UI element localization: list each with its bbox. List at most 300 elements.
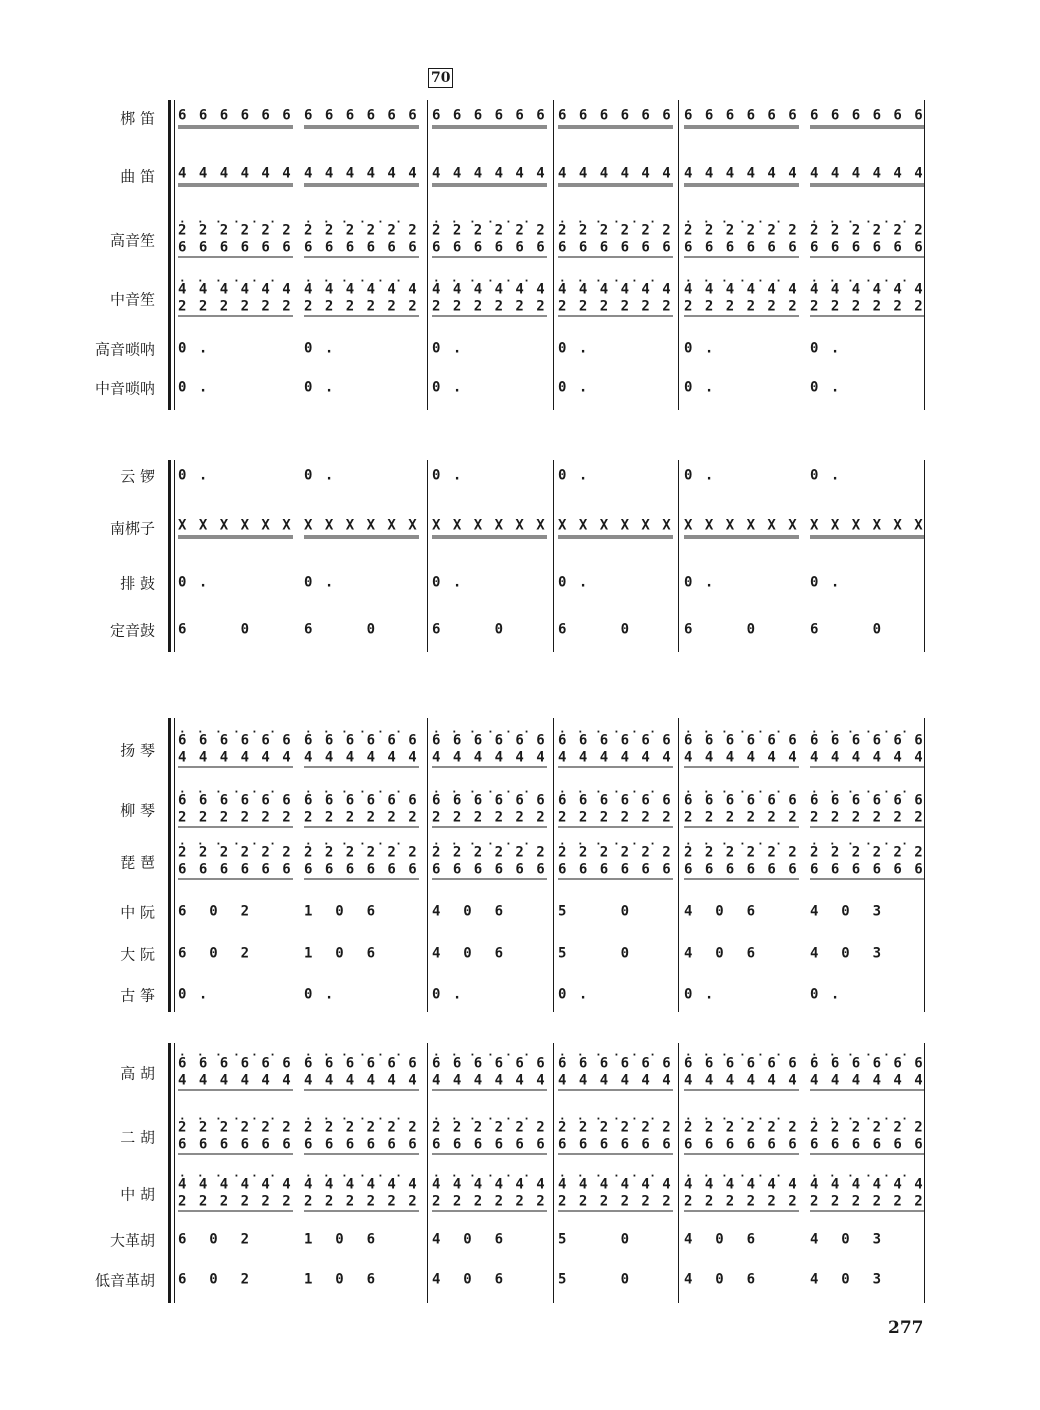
notation-line: · · · 6 6 6 6 6 6 [178, 733, 293, 750]
instrument-label: 高 胡 [120, 1064, 155, 1083]
measure-notation [684, 793, 799, 828]
notation-line: · · · 4 4 4 4 4 4 [684, 282, 799, 299]
notation-line: · · · 6 6 6 6 6 6 [810, 793, 925, 810]
notation-line: · · · 4 4 4 4 4 4 [810, 282, 925, 299]
notation-line: 4 4 4 4 4 4 [558, 749, 673, 766]
notation-line: 0 . [432, 986, 464, 1003]
barline [427, 1043, 428, 1303]
notation-line: 6 0 2 [178, 945, 252, 962]
notation-line: 2 2 2 2 2 2 [432, 298, 547, 315]
rehearsal-mark: 70 [428, 68, 453, 88]
system-bracket [168, 460, 171, 652]
notation-line: 5 0 [558, 903, 632, 920]
notation-line: · · · 2 2 2 2 2 2 [178, 845, 293, 862]
measure-notation [178, 622, 251, 639]
barline [553, 1043, 554, 1303]
notation-line: · · · 2 2 2 2 2 2 [810, 1120, 925, 1137]
notation-line: 4 0 6 [684, 945, 758, 962]
notation-line: 0 . [178, 467, 210, 484]
measure-notation [810, 166, 925, 187]
notation-line: · · · 2 2 2 2 2 2 [810, 223, 925, 240]
measure-notation [178, 282, 293, 317]
measure-notation [304, 282, 419, 317]
notation-line: 0 . [558, 379, 590, 396]
measure-notation [558, 904, 631, 921]
measure-notation [684, 946, 757, 963]
notation-line: 4 4 4 4 4 4 [810, 749, 925, 766]
instrument-label: 琵 琶 [120, 853, 155, 872]
measure-notation [810, 108, 925, 129]
notation-line: 2 2 2 2 2 2 [178, 1193, 293, 1210]
instrument-label: 排 鼓 [120, 574, 155, 593]
notation-line: 2 2 2 2 2 2 [304, 298, 419, 315]
instrument-label: 云 锣 [120, 467, 155, 486]
notation-line: · · · 6 6 6 6 6 6 [810, 1056, 925, 1073]
measure-notation [432, 518, 547, 539]
notation-line: · · · 2 2 2 2 2 2 [432, 845, 547, 862]
measure-notation [432, 223, 547, 258]
measure-notation [810, 282, 925, 317]
notation-line: 4 0 6 [684, 903, 758, 920]
measure-notation [684, 166, 799, 187]
notation-line: 1 0 6 [304, 945, 378, 962]
notation-line: · · · 6 6 6 6 6 6 [684, 1056, 799, 1073]
notation-line: 0 . [810, 379, 842, 396]
measure-notation [178, 341, 209, 358]
measure-notation [304, 341, 335, 358]
notation-line: · · · 2 2 2 2 2 2 [558, 845, 673, 862]
notation-line: · · · 6 6 6 6 6 6 [558, 1056, 673, 1073]
measure-notation [810, 904, 883, 921]
measure-notation [432, 468, 463, 485]
barline [427, 100, 428, 410]
measure-notation [558, 380, 589, 397]
notation-line: 6 6 6 6 6 6 [558, 107, 673, 124]
notation-line: 4 4 4 4 4 4 [558, 165, 673, 182]
instrument-label: 柳 琴 [120, 801, 155, 820]
barline [427, 718, 428, 1012]
notation-line: 4 4 4 4 4 4 [178, 165, 293, 182]
measure-notation [304, 1177, 419, 1212]
notation-line: 6 0 2 [178, 1271, 252, 1288]
barline [678, 100, 679, 410]
instrument-label: 高音唢呐 [94, 340, 155, 359]
notation-line: 2 2 2 2 2 2 [810, 1193, 925, 1210]
notation-line: · · · 2 2 2 2 2 2 [304, 223, 419, 240]
measure-notation [810, 380, 841, 397]
barline [678, 1043, 679, 1303]
instrument-label: 中 阮 [120, 903, 155, 922]
notation-line: 4 4 4 4 4 4 [304, 1072, 419, 1089]
notation-line: 6 6 6 6 6 6 [558, 239, 673, 256]
notation-line: 6 6 6 6 6 6 [432, 861, 547, 878]
notation-line: 0 . [810, 574, 842, 591]
measure-notation [304, 575, 335, 592]
notation-line: 0 . [432, 379, 464, 396]
notation-line: 5 0 [558, 945, 632, 962]
measure-notation [558, 793, 673, 828]
notation-line: 0 . [304, 467, 336, 484]
measure-notation [684, 575, 715, 592]
notation-line: 2 2 2 2 2 2 [304, 1193, 419, 1210]
measure-notation [304, 380, 335, 397]
measure-notation [432, 987, 463, 1004]
measure-notation [810, 946, 883, 963]
instrument-label: 中 胡 [120, 1185, 155, 1204]
measure-notation [178, 1056, 293, 1091]
notation-line: 0 . [558, 340, 590, 357]
measure-notation [432, 793, 547, 828]
notation-line: 4 4 4 4 4 4 [432, 165, 547, 182]
measure-notation [432, 166, 547, 187]
notation-line: 4 0 6 [432, 1271, 506, 1288]
notation-line: 0 . [810, 467, 842, 484]
notation-line: 0 . [684, 986, 716, 1003]
measure-notation [558, 341, 589, 358]
measure-notation [304, 946, 377, 963]
notation-line: 6 6 6 6 6 6 [684, 1136, 799, 1153]
measure-notation [432, 622, 505, 639]
notation-line: 2 2 2 2 2 2 [810, 298, 925, 315]
measure-notation [432, 1120, 547, 1155]
notation-line: 4 4 4 4 4 4 [432, 1072, 547, 1089]
instrument-label: 曲 笛 [120, 167, 155, 186]
measure-notation [684, 1232, 757, 1249]
measure-notation [558, 575, 589, 592]
measure-notation [810, 733, 925, 768]
barline [924, 460, 925, 652]
notation-line: 1 0 6 [304, 1231, 378, 1248]
notation-line: 0 . [432, 340, 464, 357]
notation-line: · · · 2 2 2 2 2 2 [684, 845, 799, 862]
measure-notation [810, 223, 925, 258]
notation-line: · · · 4 4 4 4 4 4 [558, 282, 673, 299]
instrument-label: 中音唢呐 [94, 379, 155, 398]
notation-line: 4 0 6 [684, 1231, 758, 1248]
measure-notation [558, 1120, 673, 1155]
notation-line: 2 2 2 2 2 2 [684, 1193, 799, 1210]
system-bracket-inner [174, 100, 175, 410]
measure-notation [684, 1272, 757, 1289]
measure-notation [684, 282, 799, 317]
notation-line: 4 4 4 4 4 4 [684, 165, 799, 182]
measure-notation [304, 518, 419, 539]
notation-line: 6 6 6 6 6 6 [432, 239, 547, 256]
notation-line: · · · 6 6 6 6 6 6 [304, 1056, 419, 1073]
notation-line: · · · 6 6 6 6 6 6 [304, 733, 419, 750]
measure-notation [178, 946, 251, 963]
notation-line: 6 6 6 6 6 6 [684, 239, 799, 256]
notation-line: · · · 6 6 6 6 6 6 [684, 793, 799, 810]
measure-notation [810, 1272, 883, 1289]
system-bracket [168, 100, 171, 410]
notation-line: · · · 6 6 6 6 6 6 [178, 1056, 293, 1073]
notation-line: 6 0 2 [178, 903, 252, 920]
notation-line: 0 . [684, 379, 716, 396]
notation-line: X X X X X X [810, 517, 925, 534]
notation-line: 6 0 [684, 621, 758, 638]
notation-line: 6 6 6 6 6 6 [558, 1136, 673, 1153]
measure-notation [810, 845, 925, 880]
measure-notation [178, 1272, 251, 1289]
barline [678, 460, 679, 652]
measure-notation [558, 845, 673, 880]
notation-line: 6 0 [432, 621, 506, 638]
measure-notation [558, 622, 631, 639]
system-bracket [168, 718, 171, 1012]
notation-line: 2 2 2 2 2 2 [558, 1193, 673, 1210]
notation-line: 2 2 2 2 2 2 [304, 809, 419, 826]
notation-line: 2 2 2 2 2 2 [810, 809, 925, 826]
measure-notation [558, 108, 673, 129]
notation-line: 4 4 4 4 4 4 [684, 1072, 799, 1089]
notation-line: · · · 6 6 6 6 6 6 [810, 733, 925, 750]
notation-line: 0 . [810, 340, 842, 357]
measure-notation [558, 223, 673, 258]
measure-notation [432, 733, 547, 768]
notation-line: · · · 2 2 2 2 2 2 [810, 845, 925, 862]
notation-line: · · · 2 2 2 2 2 2 [432, 1120, 547, 1137]
notation-line: · · · 2 2 2 2 2 2 [178, 223, 293, 240]
measure-notation [304, 904, 377, 921]
notation-line: 6 6 6 6 6 6 [178, 239, 293, 256]
measure-notation [432, 108, 547, 129]
notation-line: · · · 4 4 4 4 4 4 [178, 282, 293, 299]
notation-line: 4 4 4 4 4 4 [810, 165, 925, 182]
notation-line: · · · 2 2 2 2 2 2 [558, 223, 673, 240]
measure-notation [304, 845, 419, 880]
measure-notation [684, 987, 715, 1004]
measure-notation [304, 1232, 377, 1249]
notation-line: 6 6 6 6 6 6 [304, 861, 419, 878]
measure-notation [558, 987, 589, 1004]
notation-line: 4 0 6 [432, 1231, 506, 1248]
measure-notation [558, 1056, 673, 1091]
instrument-label: 定音鼓 [109, 621, 155, 640]
notation-line: 5 0 [558, 1231, 632, 1248]
barline [553, 460, 554, 652]
notation-line: 0 . [558, 986, 590, 1003]
notation-line: 0 . [178, 574, 210, 591]
measure-notation [684, 468, 715, 485]
measure-notation [684, 904, 757, 921]
notation-line: 4 4 4 4 4 4 [558, 1072, 673, 1089]
barline [427, 460, 428, 652]
instrument-label: 大革胡 [109, 1231, 155, 1250]
measure-notation [178, 987, 209, 1004]
barline [553, 718, 554, 1012]
notation-line: 2 2 2 2 2 2 [684, 298, 799, 315]
measure-notation [432, 575, 463, 592]
notation-line: X X X X X X [432, 517, 547, 534]
measure-notation [178, 468, 209, 485]
notation-line: · · · 4 4 4 4 4 4 [432, 282, 547, 299]
measure-notation [304, 987, 335, 1004]
notation-line: 1 0 6 [304, 1271, 378, 1288]
measure-notation [558, 946, 631, 963]
measure-notation [178, 575, 209, 592]
measure-notation [432, 1272, 505, 1289]
notation-line: 6 6 6 6 6 6 [432, 107, 547, 124]
measure-notation [810, 468, 841, 485]
measure-notation [684, 1177, 799, 1212]
notation-line: 4 0 3 [810, 903, 884, 920]
measure-notation [810, 1232, 883, 1249]
measure-notation [178, 1177, 293, 1212]
notation-line: 0 . [558, 574, 590, 591]
measure-notation [304, 1120, 419, 1155]
instrument-label: 扬 琴 [120, 741, 155, 760]
notation-line: 0 . [304, 340, 336, 357]
notation-line: 4 4 4 4 4 4 [432, 749, 547, 766]
measure-notation [810, 575, 841, 592]
measure-notation [810, 1120, 925, 1155]
notation-line: 6 0 [304, 621, 378, 638]
measure-notation [178, 108, 293, 129]
barline [678, 718, 679, 1012]
measure-notation [684, 1120, 799, 1155]
notation-line: 6 6 6 6 6 6 [810, 107, 925, 124]
notation-line: 6 6 6 6 6 6 [810, 861, 925, 878]
measure-notation [810, 987, 841, 1004]
measure-notation [558, 1177, 673, 1212]
notation-line: · · · 2 2 2 2 2 2 [304, 845, 419, 862]
measure-notation [432, 1177, 547, 1212]
notation-line: 6 6 6 6 6 6 [178, 1136, 293, 1153]
measure-notation [178, 1232, 251, 1249]
measure-notation [684, 733, 799, 768]
notation-line: · · · 2 2 2 2 2 2 [684, 223, 799, 240]
measure-notation [558, 733, 673, 768]
notation-line: 6 6 6 6 6 6 [684, 861, 799, 878]
notation-line: 6 6 6 6 6 6 [432, 1136, 547, 1153]
notation-line: 0 . [178, 986, 210, 1003]
measure-notation [432, 341, 463, 358]
measure-notation [178, 845, 293, 880]
notation-line: 0 . [432, 574, 464, 591]
notation-line: X X X X X X [558, 517, 673, 534]
notation-line: · · · 6 6 6 6 6 6 [558, 733, 673, 750]
notation-line: 6 0 [558, 621, 632, 638]
page-number: 277 [888, 1318, 924, 1338]
measure-notation [304, 108, 419, 129]
notation-line: 2 2 2 2 2 2 [558, 809, 673, 826]
measure-notation [432, 1056, 547, 1091]
notation-line: 2 2 2 2 2 2 [178, 298, 293, 315]
notation-line: 2 2 2 2 2 2 [432, 1193, 547, 1210]
measure-notation [304, 733, 419, 768]
measure-notation [558, 518, 673, 539]
notation-line: 0 . [178, 379, 210, 396]
notation-line: 6 6 6 6 6 6 [304, 1136, 419, 1153]
notation-line: 4 4 4 4 4 4 [810, 1072, 925, 1089]
notation-line: · · · 6 6 6 6 6 6 [684, 733, 799, 750]
measure-notation [558, 468, 589, 485]
measure-notation [304, 793, 419, 828]
notation-line: 2 2 2 2 2 2 [178, 809, 293, 826]
notation-line: 5 0 [558, 1271, 632, 1288]
notation-line: 6 0 2 [178, 1231, 252, 1248]
barline [553, 100, 554, 410]
measure-notation [178, 904, 251, 921]
system-bracket-inner [174, 718, 175, 1012]
notation-line: X X X X X X [304, 517, 419, 534]
measure-notation [178, 733, 293, 768]
notation-line: 6 6 6 6 6 6 [810, 239, 925, 256]
notation-line: 4 4 4 4 4 4 [684, 749, 799, 766]
system-bracket-inner [174, 1043, 175, 1303]
notation-line: · · · 2 2 2 2 2 2 [304, 1120, 419, 1137]
notation-line: 2 2 2 2 2 2 [684, 809, 799, 826]
notation-line: · · · 2 2 2 2 2 2 [178, 1120, 293, 1137]
notation-line: · · · 6 6 6 6 6 6 [432, 1056, 547, 1073]
measure-notation [684, 845, 799, 880]
measure-notation [810, 341, 841, 358]
instrument-label: 南梆子 [109, 519, 155, 538]
measure-notation [432, 282, 547, 317]
measure-notation [558, 282, 673, 317]
measure-notation [684, 518, 799, 539]
notation-line: · · · 2 2 2 2 2 2 [558, 1120, 673, 1137]
measure-notation [304, 166, 419, 187]
measure-notation [432, 1232, 505, 1249]
notation-line: 4 0 3 [810, 1271, 884, 1288]
notation-line: 0 . [432, 467, 464, 484]
notation-line: 4 0 6 [432, 903, 506, 920]
notation-line: 0 . [304, 379, 336, 396]
measure-notation [432, 380, 463, 397]
measure-notation [432, 845, 547, 880]
measure-notation [558, 166, 673, 187]
measure-notation [558, 1272, 631, 1289]
measure-notation [178, 1120, 293, 1155]
instrument-label: 古 筝 [120, 986, 155, 1005]
notation-line: · · · 4 4 4 4 4 4 [810, 1177, 925, 1194]
measure-notation [304, 1056, 419, 1091]
measure-notation [810, 1177, 925, 1212]
measure-notation [178, 793, 293, 828]
notation-line: X X X X X X [178, 517, 293, 534]
notation-line: 2 2 2 2 2 2 [432, 809, 547, 826]
notation-line: 4 4 4 4 4 4 [178, 749, 293, 766]
notation-line: · · · 4 4 4 4 4 4 [178, 1177, 293, 1194]
notation-line: 4 0 3 [810, 945, 884, 962]
measure-notation [178, 518, 293, 539]
notation-line: · · · 4 4 4 4 4 4 [304, 1177, 419, 1194]
notation-line: 6 6 6 6 6 6 [684, 107, 799, 124]
measure-notation [684, 622, 757, 639]
measure-notation [178, 380, 209, 397]
notation-line: 4 4 4 4 4 4 [304, 165, 419, 182]
notation-line: 6 6 6 6 6 6 [304, 107, 419, 124]
notation-line: 0 . [684, 574, 716, 591]
notation-line: 0 . [304, 574, 336, 591]
notation-line: · · · 6 6 6 6 6 6 [432, 793, 547, 810]
notation-line: 0 . [558, 467, 590, 484]
system-bracket-inner [174, 460, 175, 652]
notation-line: · · · 6 6 6 6 6 6 [304, 793, 419, 810]
notation-line: 6 6 6 6 6 6 [178, 861, 293, 878]
instrument-label: 高音笙 [109, 231, 155, 250]
instrument-label: 中音笙 [109, 290, 155, 309]
notation-line: 6 6 6 6 6 6 [304, 239, 419, 256]
instrument-label: 低音革胡 [94, 1271, 155, 1290]
notation-line: · · · 6 6 6 6 6 6 [558, 793, 673, 810]
measure-notation [810, 793, 925, 828]
measure-notation [304, 468, 335, 485]
measure-notation [304, 223, 419, 258]
notation-line: 0 . [684, 340, 716, 357]
